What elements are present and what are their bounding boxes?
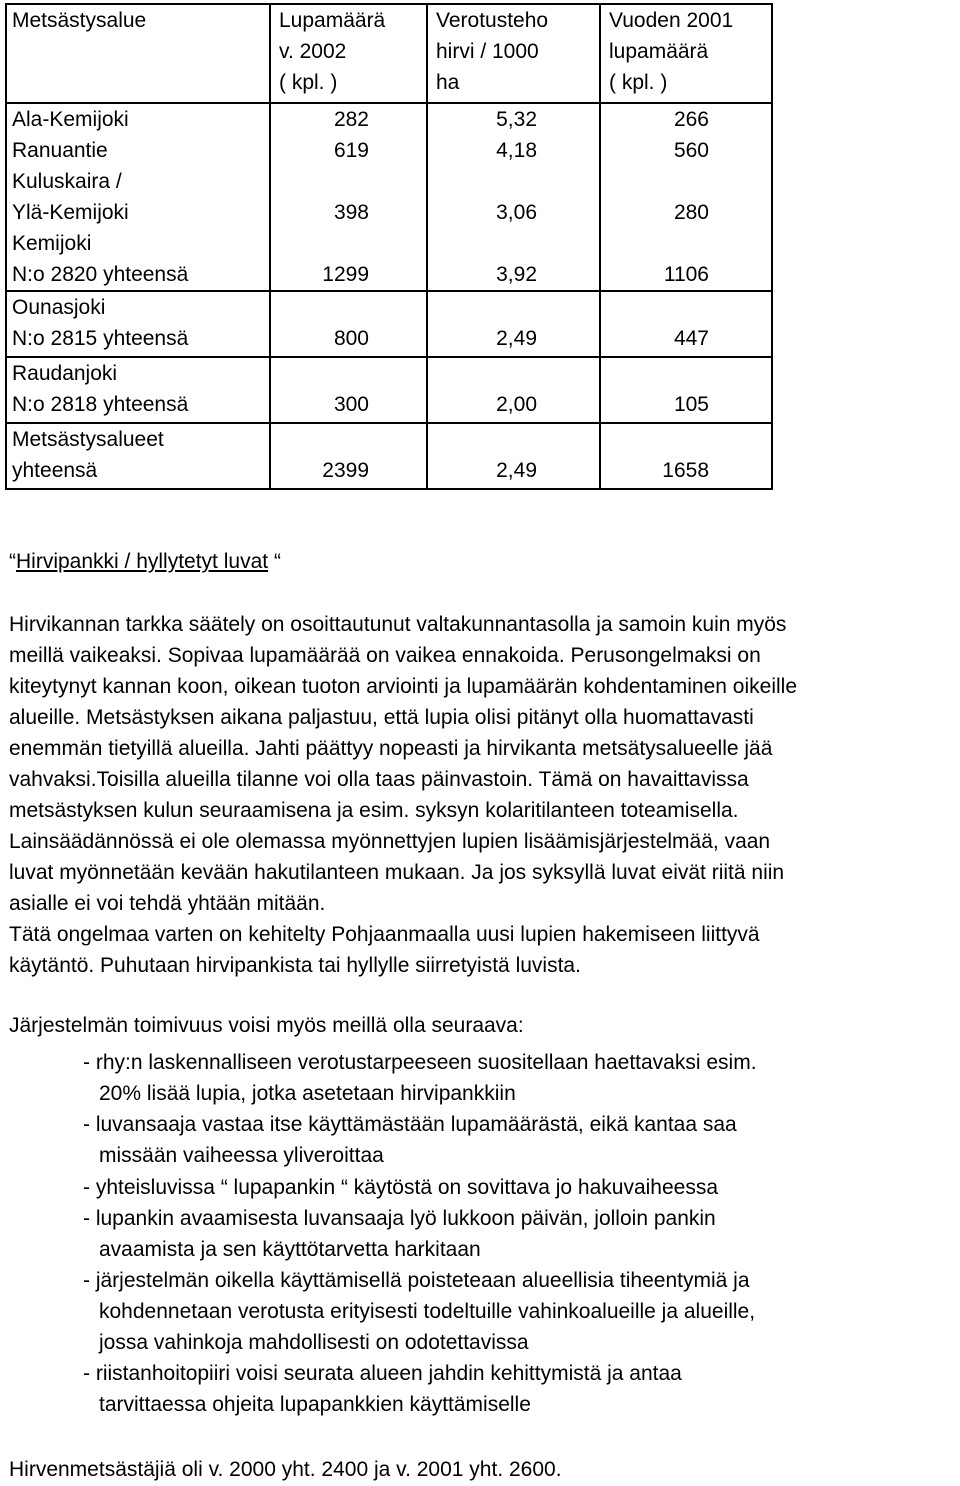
- value: 2,49: [496, 327, 537, 350]
- paragraph-line: alueille. Metsästyksen aikana paljastuu, että lupia olisi pitänyt olla huomattavasti: [9, 706, 754, 729]
- tax-rate-cell: [427, 423, 600, 489]
- header-text: v. 2002: [279, 40, 347, 63]
- area-name: yhteensä: [12, 459, 98, 482]
- value: 5,32: [496, 108, 537, 131]
- header-text: lupamäärä: [609, 40, 709, 63]
- close-quote: “: [273, 550, 281, 573]
- open-quote: “: [9, 550, 16, 573]
- list-item: - järjestelmän oikella käyttämisellä poisteteaan alueellisia tiheentymiä ja: [83, 1269, 750, 1292]
- permits-table: [5, 3, 773, 490]
- header-text: Metsästysalue: [12, 9, 147, 32]
- area-name: N:o 2815 yhteensä: [12, 327, 189, 350]
- list-item-continuation: avaamista ja sen käyttötarvetta harkitaan: [99, 1238, 481, 1261]
- table-row: [6, 291, 772, 357]
- permits-2002-cell: [270, 103, 427, 291]
- header-text: Lupamäärä: [279, 9, 386, 32]
- value: 280: [673, 201, 709, 224]
- area-name: Kemijoki: [12, 232, 92, 255]
- value: 1299: [322, 263, 369, 286]
- permits-2001-cell: [600, 291, 772, 357]
- paragraph-line: vahvaksi.Toisilla alueilla tilanne voi olla taas päinvastoin. Tämä on havaittavissa: [9, 768, 749, 791]
- paragraph-line: Tätä ongelmaa varten on kehitelty Pohjaanmaalla uusi lupien hakemiseen liittyvä: [9, 923, 760, 946]
- header-text: Verotusteho: [436, 9, 549, 32]
- permits-2001-cell: [600, 103, 772, 291]
- paragraph-system-intro: Järjestelmän toimivuus voisi myös meillä olla seuraava:: [9, 1014, 524, 1037]
- list-item-continuation: kohdennetaan verotusta erityisesti todeltuille vahinkoalueille ja alueille,: [99, 1300, 756, 1323]
- permits-2001-cell: [600, 357, 772, 423]
- permits-table-container: [5, 3, 773, 490]
- area-name: N:o 2818 yhteensä: [12, 393, 189, 416]
- area-name: Ylä-Kemijoki: [12, 201, 129, 224]
- paragraph-line: luvat myönnetään kevään hakutilanteen mukaan. Ja jos syksyllä luvat eivät riitä niin: [9, 861, 785, 884]
- table-row: [6, 103, 772, 291]
- area-name: Metsästysalueet: [12, 428, 164, 451]
- area-name: N:o 2820 yhteensä: [12, 263, 189, 286]
- table-header-row: [6, 4, 772, 103]
- list-item-continuation: 20% lisää lupia, jotka asetetaan hirvipankkiin: [99, 1082, 516, 1105]
- tax-rate-cell: [427, 291, 600, 357]
- tax-rate-cell: [427, 357, 600, 423]
- value: 2,49: [496, 459, 537, 482]
- value: 1106: [663, 263, 709, 286]
- value: 800: [333, 327, 369, 350]
- value: 4,18: [496, 139, 537, 162]
- header-text: ha: [436, 71, 460, 94]
- area-name: Kuluskaira /: [12, 170, 122, 193]
- paragraph-line: enemmän tietyillä alueilla. Jahti päättyy nopeasti ja hirvikanta metsätysalueelle jää: [9, 737, 773, 760]
- area-name-cell: [6, 357, 270, 423]
- value: 3,92: [496, 263, 537, 286]
- paragraph-permit-regulation: [9, 609, 797, 981]
- area-name: Ounasjoki: [12, 296, 106, 319]
- value: 105: [673, 393, 709, 416]
- section-heading: [9, 546, 281, 577]
- list-item-continuation: jossa vahinkoja mahdollisesti on odotettavissa: [99, 1331, 529, 1354]
- paragraph-line: Lainsäädännössä ei ole olemassa myönnettyjen lupien lisäämisjärjestelmää, vaan: [9, 830, 771, 853]
- area-name: Ranuantie: [12, 139, 108, 162]
- area-name-cell: [6, 291, 270, 357]
- list-item: - yhteisluvissa “ lupapankin “ käytöstä on sovittava jo hakuvaiheessa: [83, 1176, 719, 1199]
- value: 398: [333, 201, 369, 224]
- list-item: - luvansaaja vastaa itse käyttämästään lupamäärästä, eikä kantaa saa: [83, 1113, 737, 1136]
- value: 619: [333, 139, 369, 162]
- value: 2399: [322, 459, 369, 482]
- permits-2002-cell: [270, 291, 427, 357]
- table-row: [6, 357, 772, 423]
- value: 1658: [662, 459, 709, 482]
- header-text: ( kpl. ): [279, 71, 338, 94]
- header-text: ( kpl. ): [609, 71, 668, 94]
- value: 300: [333, 393, 369, 416]
- list-item: - riistanhoitopiiri voisi seurata alueen jahdin kehittymistä ja antaa: [83, 1362, 682, 1385]
- table-row: [6, 423, 772, 489]
- header-cell-permits-2001: [600, 4, 772, 103]
- header-cell-area: [6, 4, 270, 103]
- permits-2002-cell: [270, 357, 427, 423]
- area-name-cell: [6, 423, 270, 489]
- list-item-continuation: tarvittaessa ohjeita lupapankkien käyttämiselle: [99, 1393, 531, 1416]
- paragraph-line: asialle ei voi tehdä yhtään mitään.: [9, 892, 326, 915]
- value: 266: [673, 108, 709, 131]
- value: 282: [333, 108, 369, 131]
- area-name: Raudanjoki: [12, 362, 118, 385]
- header-text: hirvi / 1000: [436, 40, 539, 63]
- permits-2001-cell: [600, 423, 772, 489]
- list-item: - lupankin avaamisesta luvansaaja lyö lukkoon päivän, jolloin pankin: [83, 1207, 716, 1230]
- header-text: Vuoden 2001: [609, 9, 734, 32]
- value: 2,00: [496, 393, 537, 416]
- value: 447: [673, 327, 709, 350]
- section-heading-text: Hirvipankki / hyllytetyt luvat: [16, 550, 269, 573]
- list-item-continuation: missään vaiheessa yliveroittaa: [99, 1144, 384, 1167]
- area-name-cell: [6, 103, 270, 291]
- area-name: Ala-Kemijoki: [12, 108, 129, 131]
- permits-2002-cell: [270, 423, 427, 489]
- paragraph-line: Hirvikannan tarkka säätely on osoittautunut valtakunnantasolla ja samoin kuin myös: [9, 613, 787, 636]
- paragraph-line: meillä vaikeaksi. Sopivaa lupamäärää on vaikea ennakoida. Perusongelmaksi on: [9, 644, 761, 667]
- header-cell-permits-2002: [270, 4, 427, 103]
- value: 3,06: [496, 201, 537, 224]
- list-item: - rhy:n laskennalliseen verotustarpeeseen suositellaan haettavaksi esim.: [83, 1051, 757, 1074]
- header-cell-tax-rate: [427, 4, 600, 103]
- paragraph-line: kiteytynyt kannan koon, oikean tuoton arviointi ja lupamäärän kohdentaminen oikeille: [9, 675, 797, 698]
- paragraph-line: käytäntö. Puhutaan hirvipankista tai hyllylle siirretyistä luvista.: [9, 954, 581, 977]
- value: 560: [673, 139, 709, 162]
- paragraph-line: metsästyksen kulun seuraamisena ja esim. syksyn kolaritilanteen toteamisella.: [9, 799, 739, 822]
- hunters-count-line: Hirvenmetsästäjiä oli v. 2000 yht. 2400 ja v. 2001 yht. 2600.: [9, 1458, 562, 1481]
- tax-rate-cell: [427, 103, 600, 291]
